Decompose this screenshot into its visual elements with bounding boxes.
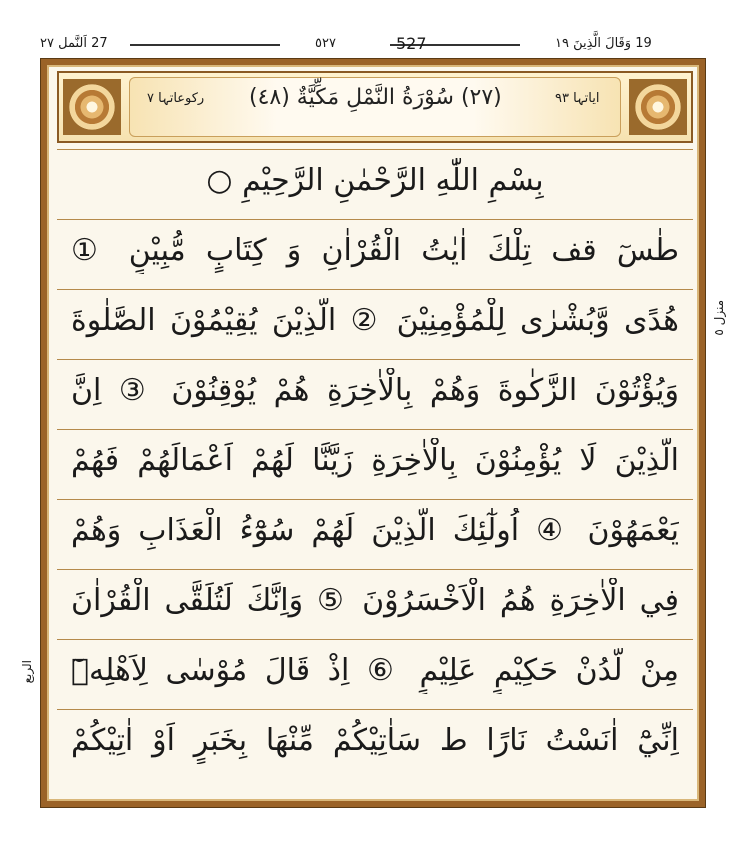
page-number: 527	[396, 34, 427, 53]
verse-line: اِنِّيْٓ اٰنَسْتُ نَارًا ط سَاٰتِيْكُمْ مِّنْهَا بِخَبَرٍ اَوْ اٰتِيْكُمْ	[71, 723, 679, 758]
line-8	[57, 639, 693, 709]
ornament-right-icon	[629, 79, 687, 135]
surah-name: (٢٧) سُوْرَةُ النَّمْلِ مَكِّيَّةٌ (٤٨)	[249, 85, 502, 110]
ornament-left-icon	[63, 79, 121, 135]
surah-header-label: 27 اَلنَّمل ٢٧	[40, 36, 108, 51]
line-6	[57, 499, 693, 569]
page-header	[40, 34, 706, 54]
line-5	[57, 429, 693, 499]
verse-line: مِنْ لَّدُنْ حَكِيْمٍ عَلِيْمٍ ⑥ اِذْ قَالَ مُوْسٰى لِاَهْلِهٖٓ	[71, 653, 679, 688]
page-number-arabic: ٥٢٧	[315, 36, 336, 51]
page-frame	[40, 58, 706, 808]
manzil-marker: منزل ٥	[712, 300, 726, 336]
rub-marker: الربع	[20, 660, 34, 684]
verse-line: فِي الْاٰخِرَةِ هُمُ الْاَخْسَرُوْنَ ⑤ وَاِنَّكَ لَتُلَقَّى الْقُرْاٰنَ	[71, 583, 679, 618]
header-rule-left	[130, 44, 280, 46]
surah-title-box	[57, 71, 693, 143]
verse-line: وَيُؤْتُوْنَ الزَّكٰوةَ وَهُمْ بِالْاٰخِرَةِ هُمْ يُوْقِنُوْنَ ③ اِنَّ	[71, 373, 679, 408]
line-2	[57, 219, 693, 289]
line-1	[57, 149, 693, 219]
line-3	[57, 289, 693, 359]
verse-line: يَعْمَهُوْنَ ④ اُولٰٓئِكَ الَّذِيْنَ لَهُمْ سُوْٓءُ الْعَذَابِ وَهُمْ	[71, 513, 679, 548]
line-7	[57, 569, 693, 639]
page-inner	[47, 65, 699, 801]
rukus-count: رکوعاتہا ٧	[147, 91, 205, 106]
bismillah: بِسْمِ اللّٰهِ الرَّحْمٰنِ الرَّحِيْمِ ○	[206, 163, 544, 198]
juz-header-label: 19 وَقَالَ الَّذِينَ ١٩	[555, 36, 652, 51]
line-9	[57, 709, 693, 779]
line-4	[57, 359, 693, 429]
verse-line: هُدًى وَّبُشْرٰى لِلْمُؤْمِنِيْنَ ② الَّذِيْنَ يُقِيْمُوْنَ الصَّلٰوةَ	[71, 303, 679, 338]
verse-line: الَّذِيْنَ لَا يُؤْمِنُوْنَ بِالْاٰخِرَةِ زَيَّنَّا لَهُمْ اَعْمَالَهُمْ فَهُمْ	[71, 443, 679, 478]
ayat-count: ایاتہا ٩٣	[555, 91, 600, 106]
verse-line: طٰسٓ قف تِلْكَ اٰيٰتُ الْقُرْاٰنِ وَ كِتَابٍ مُّبِيْنٍ ①	[71, 233, 679, 268]
